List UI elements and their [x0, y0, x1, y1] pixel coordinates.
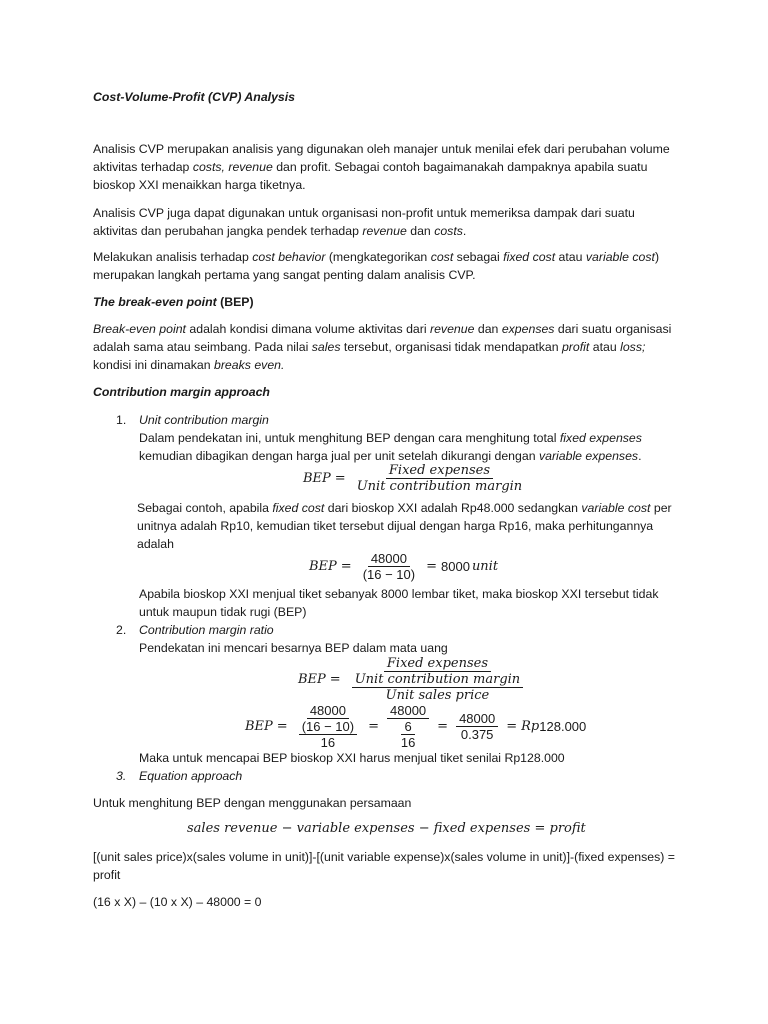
- text-italic: fixed cost: [272, 501, 325, 515]
- item1-text: [139, 429, 679, 465]
- text-italic: profit: [561, 340, 590, 354]
- text: Analisis CVP juga dapat digunakan untuk organisasi non-profit untuk memeriksa dampak dari suatu aktivitas dan perubahan jangka pendek terhadap: [93, 206, 635, 238]
- text: kemudian dibagikan dengan harga jual per unit setelah dikurangi dengan: [139, 449, 539, 463]
- formula-bep-unit: [303, 463, 529, 494]
- equals-sign: =: [426, 559, 438, 574]
- list-number: 2.: [116, 623, 127, 637]
- text: (BEP): [216, 295, 254, 309]
- text-italic: variable cost: [585, 250, 655, 264]
- text-italic: expenses: [501, 322, 555, 336]
- fraction: [456, 711, 498, 742]
- denominator: Unit sales price: [385, 688, 490, 703]
- formula-bep-example: [309, 551, 498, 582]
- inner-fraction: [349, 672, 526, 703]
- numerator: Unit contribution margin: [352, 672, 523, 688]
- denominator: 16: [320, 735, 336, 750]
- fraction: [296, 703, 360, 750]
- text: Dalam pendekatan ini, untuk menghitung BEP dengan cara menghitung total: [139, 431, 560, 445]
- text: atau: [589, 340, 621, 354]
- text: kondisi ini dinamakan: [93, 358, 214, 372]
- item2-title: Contribution margin ratio: [139, 623, 274, 637]
- text: Sebagai contoh, apabila: [137, 501, 273, 515]
- document-title: Cost-Volume-Profit (CVP) Analysis: [93, 90, 296, 104]
- bep-symbol: BEP: [245, 719, 273, 734]
- text-italic: revenue: [430, 322, 475, 336]
- result-unit: unit: [471, 559, 499, 574]
- formula-profit-equation: sales revenue − variable expenses − fixed expenses = profit: [187, 821, 586, 836]
- currency-symbol: Rp: [521, 719, 540, 734]
- text: dari suatu organisasi adalah sama atau seimbang. Pada nilai: [93, 322, 672, 354]
- text-italic: variable expenses: [538, 449, 639, 463]
- list-number: 1.: [116, 413, 127, 427]
- fraction: [360, 551, 418, 582]
- item2-text: Pendekatan ini mencari besarnya BEP dalam mata uang: [139, 641, 448, 655]
- text-italic: revenue: [362, 224, 407, 238]
- bep-symbol: BEP: [309, 559, 337, 574]
- fraction: [354, 463, 525, 494]
- equals-sign: =: [340, 559, 352, 574]
- text: .: [462, 224, 467, 238]
- fraction: [387, 703, 429, 750]
- numerator: 48000: [368, 551, 410, 567]
- equals-sign: =: [276, 719, 288, 734]
- inner-fraction: [296, 719, 360, 750]
- denominator: 16: [400, 735, 416, 750]
- denominator: (16 − 10): [362, 567, 416, 582]
- item1-title: Unit contribution margin: [139, 413, 269, 427]
- bep-symbol: BEP: [303, 471, 331, 486]
- numerator: 6: [401, 719, 414, 735]
- denominator: Unit contribution margin: [356, 479, 523, 494]
- text: dan profit. Sebagai contoh bagaimanakah dampaknya apabila suatu bioskop XXI menaikkan harga tiketnya.: [93, 160, 648, 192]
- text-italic: loss;: [620, 340, 646, 354]
- item1-conclusion: Apabila bioskop XXI menjual tiket sebanyak 8000 lembar tiket, maka bioskop XXI tersebut tidak untuk maupun tidak rugi (BEP): [139, 587, 659, 619]
- paragraph-bep-definition: [93, 320, 681, 374]
- item2-conclusion: Maka untuk mencapai BEP bioskop XXI harus menjual tiket senilai Rp128.000: [139, 751, 565, 765]
- equals-sign: =: [334, 471, 346, 486]
- text: tersebut, organisasi tidak mendapatkan: [340, 340, 562, 354]
- cm-approach-heading: Contribution margin approach: [93, 385, 270, 399]
- equals-sign: =: [368, 719, 380, 734]
- bep-symbol: BEP: [298, 672, 326, 687]
- equation-final: (16 x X) – (10 x X) – 48000 = 0: [93, 895, 262, 909]
- numerator: 48000: [307, 703, 349, 719]
- formula-bep-ratio-example: [245, 703, 586, 750]
- text: Melakukan analisis terhadap: [93, 250, 253, 264]
- result-value: 128.000: [539, 719, 587, 734]
- text: .: [638, 449, 642, 463]
- equation-text: [(unit sales price)x(sales volume in unit)]-[(unit variable expense)x(sales volume in unit)]-(fixed expenses) = profit: [93, 850, 675, 882]
- paragraph-cost-behavior: [93, 248, 681, 284]
- text: dari bioskop XXI adalah Rp48.000 sedangkan: [324, 501, 582, 515]
- text: sebagai: [453, 250, 504, 264]
- equals-sign: =: [506, 719, 518, 734]
- text: adalah kondisi dimana volume aktivitas dari: [185, 322, 430, 336]
- list-number: 3.: [116, 769, 127, 783]
- text-italic: costs, revenue: [192, 160, 273, 174]
- text: atau: [555, 250, 586, 264]
- numerator: Fixed expenses: [386, 463, 493, 479]
- numerator: Fixed expenses: [384, 656, 491, 672]
- text-italic: sales: [311, 340, 341, 354]
- equals-sign: =: [329, 672, 341, 687]
- denominator: 0.375: [460, 727, 494, 742]
- text-italic: cost: [430, 250, 454, 264]
- inner-fraction: [395, 719, 421, 750]
- numerator: 48000: [387, 703, 429, 719]
- text-italic: breaks even.: [214, 358, 285, 372]
- numerator: (16 − 10): [299, 719, 357, 735]
- text-italic: variable cost: [581, 501, 651, 515]
- text: (mengkategorikan: [325, 250, 431, 264]
- formula-bep-ratio: [298, 656, 530, 703]
- text: Analisis CVP merupakan analisis yang digunakan oleh manajer untuk menilai efek dari perubahan volume aktivitas terhadap: [93, 142, 670, 174]
- numerator: 48000: [456, 711, 498, 727]
- text-italic: fixed cost: [503, 250, 556, 264]
- item1-example: [137, 499, 677, 553]
- text-italic: fixed expenses: [559, 431, 642, 445]
- text: per unitnya adalah Rp10, kemudian tiket tersebut dijual dengan harga Rp16, maka perhitungannya adalah: [137, 501, 672, 551]
- equation-intro: Untuk menghitung BEP dengan menggunakan persamaan: [93, 796, 412, 810]
- item3-title: Equation approach: [139, 769, 243, 783]
- paragraph-cvp-nonprofit: [93, 204, 681, 240]
- paragraph-cvp-definition: [93, 140, 681, 194]
- text: ) merupakan langkah pertama yang sangat penting dalam analisis CVP.: [93, 250, 660, 282]
- text: dan: [474, 322, 502, 336]
- equals-sign: =: [437, 719, 449, 734]
- text-italic: Break-even point: [93, 322, 186, 336]
- text: dan: [406, 224, 435, 238]
- text-italic: costs: [434, 224, 463, 238]
- text-italic: The break-even point: [93, 295, 217, 309]
- text-italic: cost behavior: [252, 250, 326, 264]
- bep-heading: [93, 293, 681, 311]
- result-value: 8000: [441, 559, 470, 574]
- fraction: [349, 656, 526, 703]
